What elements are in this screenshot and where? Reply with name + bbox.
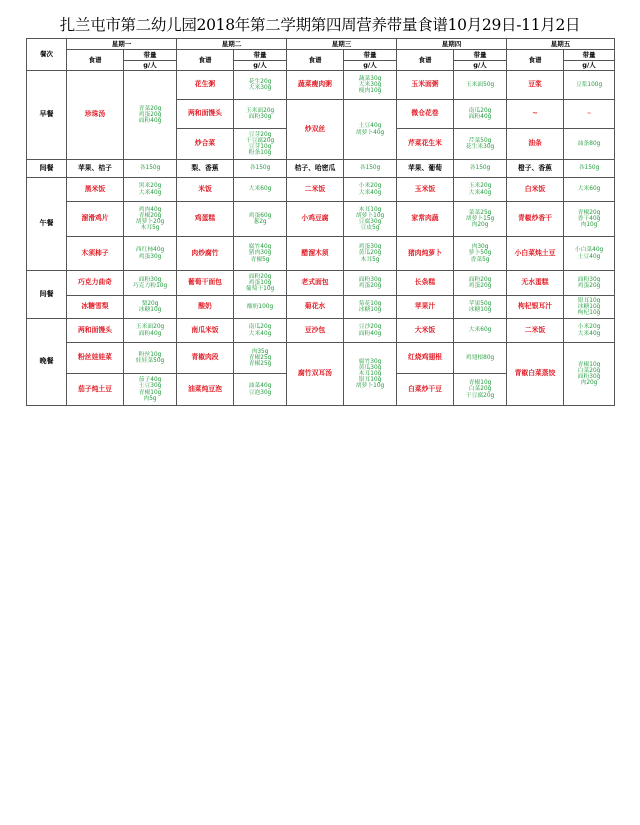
dish-name: 青椒肉段: [177, 343, 234, 374]
amount-line: 银耳10g: [577, 297, 601, 304]
amount-line: 胡萝卜20g: [135, 219, 165, 225]
menu-row: [27, 202, 615, 237]
amount-line: 胡萝卜15g: [465, 215, 495, 222]
dish-name: 猪肉炖萝卜: [397, 237, 454, 271]
dish-amount: [234, 374, 287, 406]
dish-amount: [454, 374, 507, 406]
dish-amount: [344, 343, 397, 406]
amount-line: 豆浆100g: [575, 81, 603, 88]
dish-name: 二米饭: [287, 178, 344, 202]
unit-header: g/人: [344, 61, 397, 71]
dish-amount: [234, 129, 287, 160]
dish-amount: [344, 296, 397, 319]
amount-line: 鸡蛋20g: [468, 283, 492, 289]
amount-line: 木耳5g: [140, 225, 160, 232]
dish-name: 南瓜米饭: [177, 319, 234, 343]
amount-line: 肉20g: [580, 380, 598, 387]
amount-line: 娃娃菜50g: [135, 358, 165, 364]
amount-line: 青椒20g: [577, 209, 601, 216]
amount-line: 萝卜50g: [468, 250, 492, 257]
amount-line: 葱2g: [253, 219, 267, 225]
amount-line: 菜菜25g: [468, 209, 492, 216]
dish-amount: [124, 178, 177, 202]
amount-header: 带量: [344, 50, 397, 61]
dish-amount: [344, 100, 397, 160]
amount-line: 玉米20g: [468, 183, 492, 190]
amount-line: 面粉20g: [248, 273, 272, 280]
dish-name: 小鸡豆腐: [287, 202, 344, 237]
dish-name: 微仓花卷: [397, 100, 454, 129]
dish-amount: [454, 237, 507, 271]
dish-name: 大米饭: [397, 319, 454, 343]
dish-name: 葡萄干面包: [177, 271, 234, 296]
amount-line: 鸡蛋30g: [358, 244, 382, 251]
amount-line: 白菜20g: [577, 367, 601, 374]
dish-name: 油条: [507, 129, 564, 160]
amount-line: 鸡蛋30g: [138, 253, 162, 260]
amount-line: 黄瓜20g: [358, 250, 382, 257]
menu-table: [26, 38, 615, 406]
dish-name: 肉炒腐竹: [177, 237, 234, 271]
dish-amount: [564, 237, 615, 271]
dish-amount: [564, 178, 615, 202]
dish-header: 食谱: [67, 50, 124, 71]
amount-line: 干豆腐20g: [465, 392, 495, 399]
amount-line: 土豆40g: [577, 253, 601, 260]
amount-line: ~: [586, 110, 592, 117]
amount-line: 青椒5g: [250, 256, 270, 263]
menu-row: [27, 319, 615, 343]
amount-line: 玉米面20g: [245, 107, 275, 114]
dish-name: ~: [507, 100, 564, 129]
amount-line: 土豆40g: [358, 123, 382, 130]
dish-amount: [564, 71, 615, 100]
amount-line: 肉10g: [580, 222, 598, 229]
amount-line: 面粉20g: [468, 276, 492, 283]
dish-amount: [454, 271, 507, 296]
dish-header: 食谱: [177, 50, 234, 71]
header-row-days: [27, 39, 615, 50]
amount-line: 面粉40g: [468, 114, 492, 120]
dish-amount: [124, 237, 177, 271]
amount-line: 瘦肉10g: [358, 88, 382, 95]
amount-line: 青椒10g: [138, 389, 162, 396]
amount-line: 木耳10g: [358, 206, 382, 213]
dish-amount: [124, 319, 177, 343]
header-row-labels: [27, 50, 615, 61]
amount-line: 胡萝卜40g: [355, 129, 385, 136]
day-header-3: 星期三: [287, 39, 397, 50]
dish-amount: [454, 178, 507, 202]
dish-name: 玉米饭: [397, 178, 454, 202]
dish-name: 青椒白菜蒸饺: [507, 343, 564, 406]
amount-line: 各150g: [249, 165, 271, 172]
amount-line: 腐竹40g: [248, 244, 272, 251]
menu-row: [27, 237, 615, 271]
amount-line: 小米20g: [577, 324, 601, 331]
dish-amount: [564, 100, 615, 129]
amount-line: 巧克力粉10g: [132, 283, 168, 289]
dish-amount: [344, 319, 397, 343]
dish-amount: [564, 343, 615, 406]
dish-name: 老式面包: [287, 271, 344, 296]
dish-amount: [454, 296, 507, 319]
amount-line: 鸡蛋10g: [248, 279, 272, 286]
amount-line: 干豆腐20g: [245, 137, 275, 144]
amount-line: 黄瓜30g: [358, 364, 382, 371]
amount-line: 肉20g: [471, 222, 489, 229]
dish-name: 茄子炖土豆: [67, 374, 124, 406]
amount-line: 黑米20g: [138, 183, 162, 190]
amount-line: 菊花10g: [358, 300, 382, 307]
amount-line: 冰糖10g: [577, 303, 601, 310]
amount-line: 肉30g: [471, 244, 489, 251]
unit-header: g/人: [234, 61, 287, 71]
amount-line: 香干40g: [577, 215, 601, 222]
amount-line: 面粉30g: [248, 114, 272, 120]
dish-name: 花生粥: [177, 71, 234, 100]
dish-name: 冰糖雪梨: [67, 296, 124, 319]
dish-amount: [234, 296, 287, 319]
page-title: 扎兰屯市第二幼儿园2018年第二学期第四周营养带量食谱10月29日-11月2日: [59, 16, 581, 34]
dish-name: 鸡蛋糕: [177, 202, 234, 237]
meal-label: 间餐: [27, 271, 67, 319]
amount-line: 鸡蛋20g: [577, 283, 601, 289]
amount-line: 豆皮5g: [360, 225, 380, 232]
dish-amount: [344, 271, 397, 296]
amount-line: 枸杞10g: [577, 310, 601, 317]
amount-line: 肉35g: [251, 348, 269, 355]
dish-amount: [454, 319, 507, 343]
dish-amount: [234, 319, 287, 343]
amount-line: 各150g: [359, 165, 381, 172]
dish-name: 橙子、香蕉: [507, 160, 564, 178]
amount-line: 青椒25g: [248, 354, 272, 361]
menu-row: [27, 71, 615, 100]
amount-line: 胡萝卜10g: [355, 212, 385, 219]
amount-line: 冰糖10g: [468, 307, 492, 313]
amount-line: 茄子40g: [138, 377, 162, 384]
amount-line: 各150g: [139, 165, 161, 172]
amount-line: 西红柿40g: [135, 247, 165, 254]
dish-amount: [234, 71, 287, 100]
dish-amount: [124, 271, 177, 296]
dish-name: 桔子、哈密瓜: [287, 160, 344, 178]
amount-line: 面粉30g: [577, 276, 601, 283]
amount-line: 芹菜50g: [468, 137, 492, 144]
dish-name: 青椒炒香干: [507, 202, 564, 237]
dish-amount: [234, 271, 287, 296]
amount-line: 苹果50g: [468, 300, 492, 307]
amount-line: 梨20g: [141, 300, 159, 307]
amount-header: 带量: [124, 50, 177, 61]
amount-line: 花生20g: [248, 78, 272, 85]
day-header-1: 星期一: [67, 39, 177, 50]
day-header-5: 星期五: [507, 39, 615, 50]
amount-line: 土豆30g: [138, 383, 162, 390]
unit-header: g/人: [454, 61, 507, 71]
dish-header: 食谱: [287, 50, 344, 71]
dish-amount: [234, 343, 287, 374]
dish-amount: [564, 129, 615, 160]
dish-name: 醋溜木须: [287, 237, 344, 271]
amount-line: 面粉30g: [138, 276, 162, 283]
dish-amount: [344, 202, 397, 237]
meal-label: 午餐: [27, 178, 67, 271]
amount-line: 小米20g: [358, 183, 382, 190]
amount-line: 南瓜20g: [468, 107, 492, 114]
dish-amount: [344, 160, 397, 178]
dish-amount: [124, 202, 177, 237]
dish-name: 腐竹双耳汤: [287, 343, 344, 406]
amount-line: 大米40g: [358, 189, 382, 196]
amount-line: 大米60g: [468, 327, 492, 334]
dish-name: 长条糕: [397, 271, 454, 296]
amount-line: 葡萄干10g: [245, 286, 275, 293]
amount-line: 南瓜20g: [248, 324, 272, 331]
dish-name: 芹菜花生米: [397, 129, 454, 160]
dish-amount: [344, 237, 397, 271]
unit-header: g/人: [124, 61, 177, 71]
dish-name: 溜滑鸡片: [67, 202, 124, 237]
amount-line: 腐竹30g: [358, 358, 382, 365]
amount-line: 豆芽20g: [248, 131, 272, 138]
amount-line: 面粉40g: [138, 330, 162, 337]
dish-amount: [454, 343, 507, 374]
amount-line: 青椒10g: [577, 361, 601, 368]
dish-name: 白菜炒干豆: [397, 374, 454, 406]
amount-line: 面粉40g: [358, 330, 382, 337]
amount-line: 肉5g: [143, 395, 157, 402]
amount-line: 胡萝卜10g: [355, 383, 385, 390]
amount-line: 大米40g: [248, 330, 272, 337]
dish-name: 蔬菜瘦肉粥: [287, 71, 344, 100]
amount-line: 豆腐30g: [358, 219, 382, 225]
amount-line: 鸡蛋20g: [138, 111, 162, 118]
dish-name: 白米饭: [507, 178, 564, 202]
dish-name: 珍珠汤: [67, 71, 124, 160]
amount-line: 鸡肉40g: [138, 206, 162, 213]
amount-line: 玉米面50g: [465, 81, 495, 88]
dish-name: 巧克力曲奇: [67, 271, 124, 296]
menu-row: [27, 343, 615, 374]
amount-line: 白菜20g: [468, 386, 492, 393]
dish-header: 食谱: [507, 50, 564, 71]
amount-line: 鸡蛋20g: [358, 283, 382, 289]
dish-name: 黑米饭: [67, 178, 124, 202]
amount-line: 冰糖10g: [358, 307, 382, 313]
dish-name: 二米饭: [507, 319, 564, 343]
amount-line: 大米30g: [248, 85, 272, 91]
amount-line: 酸奶100g: [246, 303, 274, 310]
amount-line: 大米40g: [138, 189, 162, 196]
meal-label: 晚餐: [27, 319, 67, 406]
amount-line: 木耳5g: [360, 256, 380, 263]
dish-amount: [124, 374, 177, 406]
amount-line: 粉条10g: [248, 150, 272, 157]
dish-amount: [124, 160, 177, 178]
dish-amount: [454, 160, 507, 178]
dish-name: 木须柿子: [67, 237, 124, 271]
amount-line: 大米40g: [468, 189, 492, 196]
amount-line: 银耳10g: [358, 377, 382, 384]
dish-amount: [234, 100, 287, 129]
amount-header: 带量: [454, 50, 507, 61]
dish-amount: [454, 202, 507, 237]
dish-amount: [564, 319, 615, 343]
menu-sheet: [26, 12, 614, 406]
dish-name: 两和面馒头: [177, 100, 234, 129]
amount-line: 豆芽10g: [248, 144, 272, 150]
menu-body: [27, 39, 615, 406]
dish-amount: [564, 296, 615, 319]
dish-name: 米饭: [177, 178, 234, 202]
amount-line: 青椒25g: [248, 361, 272, 368]
amount-line: 面粉30g: [577, 374, 601, 380]
amount-line: 小白菜40g: [574, 247, 604, 254]
dish-name: 苹果、桔子: [67, 160, 124, 178]
dish-name: 豆浆: [507, 71, 564, 100]
dish-name: 炒双丝: [287, 100, 344, 160]
amount-line: 青椒10g: [468, 380, 492, 387]
dish-amount: [234, 202, 287, 237]
amount-line: 木耳10g: [358, 370, 382, 377]
amount-line: 豆泡30g: [248, 389, 272, 396]
amount-header: 带量: [234, 50, 287, 61]
dish-name: 油菜炖豆泡: [177, 374, 234, 406]
dish-amount: [454, 100, 507, 129]
dish-name: 粉丝娃娃菜: [67, 343, 124, 374]
dish-name: 无水蛋糕: [507, 271, 564, 296]
dish-amount: [564, 271, 615, 296]
amount-header: 带量: [564, 50, 615, 61]
dish-name: 家常肉蔬: [397, 202, 454, 237]
dish-name: 炒合菜: [177, 129, 234, 160]
amount-line: 青菜20g: [138, 105, 162, 112]
dish-amount: [344, 178, 397, 202]
amount-line: 玉米面20g: [135, 324, 165, 331]
amount-line: 各150g: [469, 165, 491, 172]
dish-name: 梨、香蕉: [177, 160, 234, 178]
menu-row: [27, 160, 615, 178]
dish-amount: [564, 160, 615, 178]
amount-line: 大米30g: [358, 81, 382, 88]
dish-amount: [234, 237, 287, 271]
dish-amount: [124, 71, 177, 160]
dish-amount: [454, 129, 507, 160]
amount-line: 面粉30g: [358, 276, 382, 283]
dish-amount: [454, 71, 507, 100]
amount-line: 豆沙20g: [358, 324, 382, 331]
amount-line: 鸡翅根80g: [465, 354, 495, 361]
dish-name: 枸杞银耳汁: [507, 296, 564, 319]
amount-line: 猪肉30g: [248, 250, 272, 257]
amount-line: 花生米30g: [465, 144, 495, 150]
meal-label: 间餐: [27, 160, 67, 178]
dish-amount: [564, 202, 615, 237]
amount-line: 青椒20g: [138, 212, 162, 219]
dish-amount: [344, 71, 397, 100]
dish-name: 玉米面粥: [397, 71, 454, 100]
menu-row: [27, 271, 615, 296]
amount-line: 大米60g: [248, 186, 272, 193]
amount-line: 粉丝10g: [138, 351, 162, 358]
amount-line: 冰糖10g: [138, 307, 162, 313]
amount-line: 鸡蛋60g: [248, 212, 272, 219]
day-header-2: 星期二: [177, 39, 287, 50]
day-header-4: 星期四: [397, 39, 507, 50]
amount-line: 油条80g: [577, 140, 601, 147]
dish-amount: [234, 178, 287, 202]
dish-name: 酸奶: [177, 296, 234, 319]
dish-name: 苹果、葡萄: [397, 160, 454, 178]
amount-line: 大米40g: [577, 330, 601, 337]
unit-header: g/人: [564, 61, 615, 71]
dish-name: 豆沙包: [287, 319, 344, 343]
dish-name: 两和面馒头: [67, 319, 124, 343]
dish-amount: [124, 343, 177, 374]
amount-line: 各150g: [578, 165, 600, 172]
amount-line: 蔬菜30g: [358, 75, 382, 82]
menu-row: [27, 296, 615, 319]
amount-line: 面粉40g: [138, 118, 162, 125]
dish-header: 食谱: [397, 50, 454, 71]
menu-row: [27, 178, 615, 202]
meal-header: 餐次: [27, 39, 67, 71]
amount-line: 油菜40g: [248, 383, 272, 390]
dish-amount: [234, 160, 287, 178]
meal-label: 早餐: [27, 71, 67, 160]
dish-name: 红烧鸡翅根: [397, 343, 454, 374]
amount-line: 香菜5g: [470, 256, 490, 263]
dish-name: 菊花水: [287, 296, 344, 319]
dish-name: 苹果汁: [397, 296, 454, 319]
dish-name: 小白菜炖土豆: [507, 237, 564, 271]
dish-amount: [124, 296, 177, 319]
amount-line: 大米60g: [577, 186, 601, 193]
